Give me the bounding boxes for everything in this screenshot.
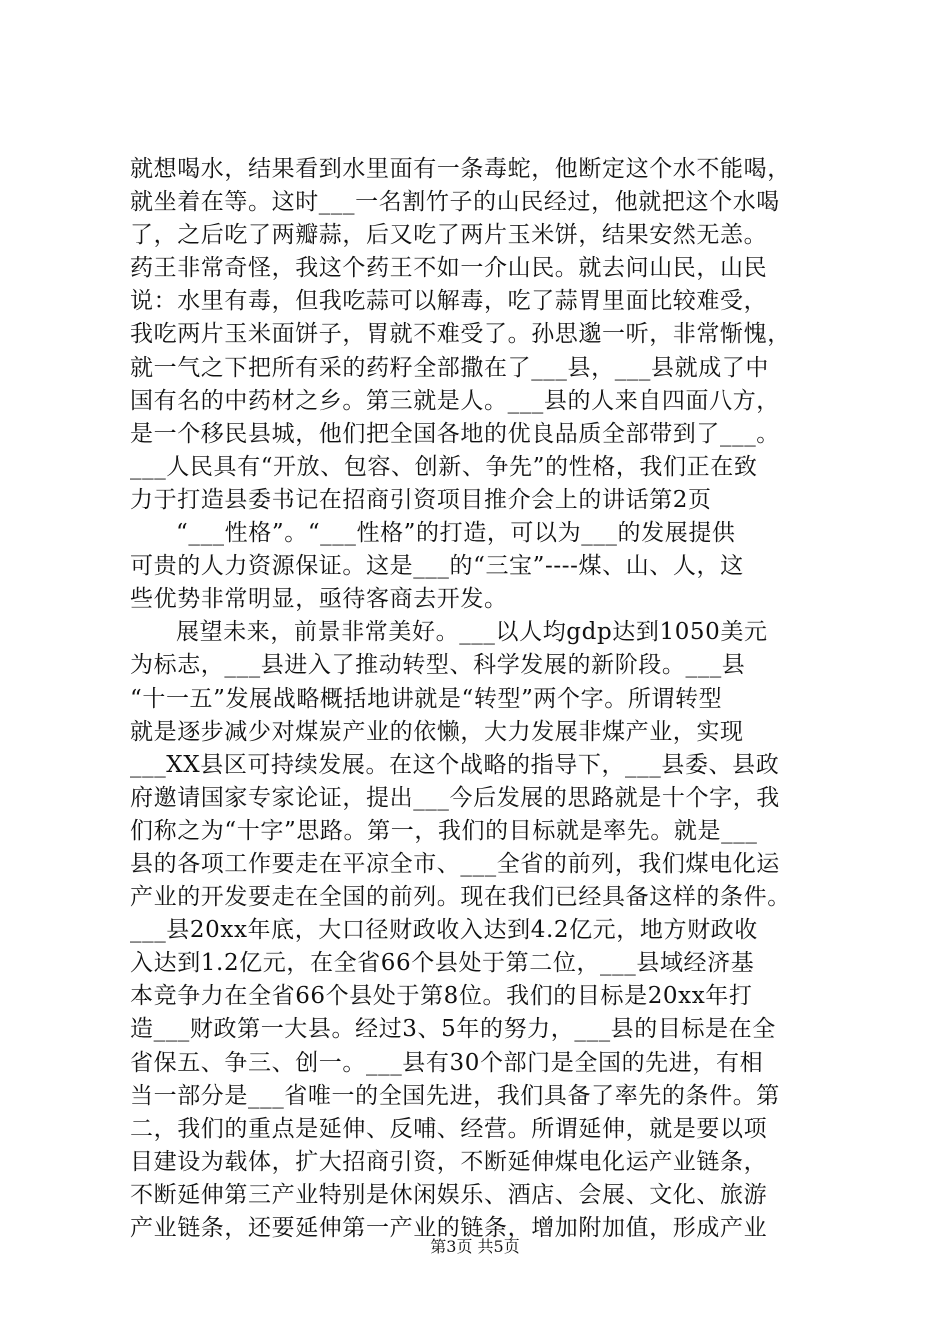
- body-text: [130, 153, 830, 1245]
- text-line: ___人民具有“开放、包容、创新、争先”的性格，我们正在致: [130, 453, 758, 480]
- text-line: 我吃两片玉米面饼子，胃就不难受了。孙思邈一听，非常惭愧，: [130, 321, 791, 348]
- text-line: 就坐着在等。这时___一名割竹子的山民经过，他就把这个水喝: [130, 189, 780, 216]
- text-line: 二，我们的重点是延伸、反哺、经营。所谓延伸，就是要以项: [130, 1115, 768, 1142]
- text-line: 产业的开发要走在全国的前列。现在我们已经具备这样的条件。: [130, 884, 791, 911]
- text-line: 府邀请国家专家论证，提出___今后发展的思路就是十个字，我: [130, 784, 780, 811]
- text-line: 产业链条，还要延伸第一产业的链条，增加附加值，形成产业: [130, 1215, 768, 1241]
- text-line: 就一气之下把所有采的药籽全部撒在了___县，___县就成了中: [130, 354, 769, 381]
- text-line: 药王非常奇怪，我这个药王不如一介山民。就去问山民，山民: [130, 255, 768, 282]
- text-line: 了，之后吃了两瓣蒜，后又吃了两片玉米饼，结果安然无恙。: [130, 222, 768, 249]
- text-line: 就是逐步减少对煤炭产业的依懒，大力发展非煤产业，实现: [130, 718, 744, 745]
- text-line: 可贵的人力资源保证。这是___的“三宝”----煤、山、人，这: [130, 553, 744, 580]
- text-line: 力于打造县委书记在招商引资项目推介会上的讲话第2页: [130, 486, 712, 513]
- text-line: 说：水里有毒，但我吃蒜可以解毒，吃了蒜胃里面比较难受，: [130, 288, 768, 315]
- text-line: 省保五、争三、创一。___县有30个部门是全国的先进，有相: [130, 1049, 764, 1076]
- text-line: 本竞争力在全省66个县处于第8位。我们的目标是20xx年打: [130, 983, 753, 1010]
- text-line: 当一部分是___省唯一的全国先进，我们具备了率先的条件。第: [130, 1082, 780, 1109]
- text-line: ___县20xx年底，大口径财政收入达到4.2亿元，地方财政收: [130, 917, 758, 944]
- text-line: 目建设为载体，扩大招商引资，不断延伸煤电化运产业链条，: [130, 1148, 768, 1175]
- text-line: 们称之为“十字”思路。第一，我们的目标就是率先。就是___: [130, 817, 758, 844]
- page-footer: 第3页 共5页: [430, 1237, 520, 1256]
- text-line: 入达到1.2亿元，在全省66个县处于第二位，___县域经济基: [130, 950, 755, 977]
- text-line: 造___财政第一大县。经过3、5年的努力，___县的目标是在全: [130, 1016, 776, 1043]
- text-line: 为标志，___县进入了推动转型、科学发展的新阶段。___县: [130, 652, 746, 679]
- text-line: “___性格”。“___性格”的打造，可以为___的发展提供: [176, 520, 736, 547]
- text-line: 展望未来，前景非常美好。___以人均gdp达到1050美元: [176, 619, 768, 646]
- text-line: ___XX县区可持续发展。在这个战略的指导下，___县委、县政: [130, 751, 780, 778]
- text-line: 国有名的中药材之乡。第三就是人。___县的人来自四面八方，: [130, 387, 780, 414]
- text-line: “十一五”发展战略概括地讲就是“转型”两个字。所谓转型: [130, 685, 723, 712]
- text-line: 不断延伸第三产业特别是休闲娱乐、酒店、会展、文化、旅游: [130, 1181, 768, 1208]
- text-line: 是一个移民县城，他们把全国各地的优良品质全部带到了___。: [130, 420, 780, 447]
- text-line: 县的各项工作要走在平凉全市、___全省的前列，我们煤电化运: [130, 850, 780, 877]
- text-line: 些优势非常明显，亟待客商去开发。: [130, 586, 508, 613]
- text-line: 就想喝水，结果看到水里面有一条毒蛇，他断定这个水不能喝，: [130, 156, 791, 182]
